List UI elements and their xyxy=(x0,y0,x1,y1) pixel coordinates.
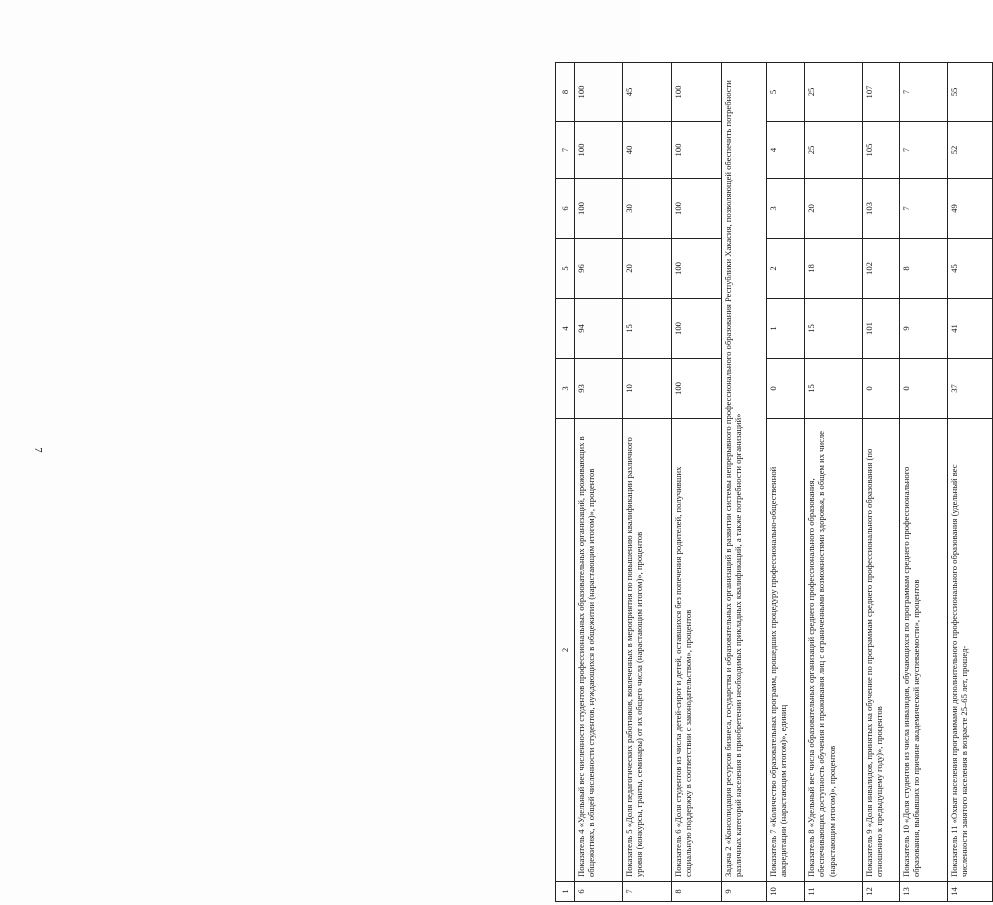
page-number: 7 xyxy=(32,447,44,453)
table-row xyxy=(767,63,805,902)
value-cell: 25 xyxy=(805,63,863,122)
row-number: 11 xyxy=(805,882,863,902)
value-cell: 45 xyxy=(623,63,672,122)
table-row xyxy=(863,63,900,902)
value-cell: 20 xyxy=(805,179,863,239)
column-header: 4 xyxy=(556,299,575,359)
value-cell: 5 xyxy=(767,63,805,122)
table-row xyxy=(575,63,623,902)
indicator-name: Показатель 6 «Доля студентов из числа детей-сирот и детей, оставшихся без попечения родителей, получивших социальную поддержку в соответствии с законодательством», процентов xyxy=(672,419,722,882)
value-cell: 0 xyxy=(863,359,900,419)
value-cell: 0 xyxy=(900,359,948,419)
column-header: 1 xyxy=(556,882,575,902)
value-cell: 100 xyxy=(672,299,722,359)
value-cell: 8 xyxy=(900,239,948,299)
value-cell: 2 xyxy=(767,239,805,299)
value-cell: 41 xyxy=(948,299,993,359)
value-cell: 96 xyxy=(575,239,623,299)
row-number: 7 xyxy=(623,882,672,902)
value-cell: 3 xyxy=(767,179,805,239)
value-cell: 100 xyxy=(672,179,722,239)
table-row xyxy=(948,63,993,902)
value-cell: 101 xyxy=(863,299,900,359)
value-cell: 25 xyxy=(805,122,863,179)
row-number: 14 xyxy=(948,882,993,902)
value-cell: 15 xyxy=(805,359,863,419)
value-cell: 100 xyxy=(575,63,623,122)
row-number: 8 xyxy=(672,882,722,902)
value-cell: 20 xyxy=(623,239,672,299)
value-cell: 45 xyxy=(948,239,993,299)
value-cell: 7 xyxy=(900,63,948,122)
indicators-table xyxy=(555,62,993,902)
table-row xyxy=(805,63,863,902)
task-heading: Задача 2 «Консолидация ресурсов бизнеса, государства и образовательных организаций в развитии системы непрерывного профессионального образования Республики Хакасия, позволяющей обеспечить потребности различных категорий населения в приобретении необходимых прикладных квалификаций, а также потребности организаций» xyxy=(722,63,767,882)
column-header: 8 xyxy=(556,63,575,122)
column-header: 7 xyxy=(556,122,575,179)
table-row xyxy=(672,63,722,902)
value-cell: 1 xyxy=(767,299,805,359)
value-cell: 30 xyxy=(623,179,672,239)
value-cell: 52 xyxy=(948,122,993,179)
value-cell: 0 xyxy=(767,359,805,419)
value-cell: 94 xyxy=(575,299,623,359)
indicator-name: Показатель 10 «Доля студентов из числа инвалидов, обучающихся по программам среднего профессионального образования, выбывших по причине академической неуспеваемости», процентов xyxy=(900,419,948,882)
indicator-name: Показатель 5 «Доля педагогических работников, вовлеченных в мероприятия по повышению квалификации различного уровня (конкурсы, гранты, семинары) от их общего числа (нарастающим итогом)», процентов xyxy=(623,419,672,882)
value-cell: 55 xyxy=(948,63,993,122)
rotated-table-container xyxy=(555,63,989,902)
value-cell: 7 xyxy=(900,179,948,239)
indicator-name: Показатель 8 «Удельный вес числа образовательных организаций среднего профессионального образования, обеспечивающих доступность обучения и проживания лиц с ограниченными возможностями здоровья, в общем их числе (нарастающим итогом)», процентов xyxy=(805,419,863,882)
value-cell: 37 xyxy=(948,359,993,419)
value-cell: 9 xyxy=(900,299,948,359)
value-cell: 18 xyxy=(805,239,863,299)
column-header: 5 xyxy=(556,239,575,299)
column-header: 3 xyxy=(556,359,575,419)
value-cell: 7 xyxy=(900,122,948,179)
value-cell: 15 xyxy=(623,299,672,359)
table-row xyxy=(623,63,672,902)
row-number: 12 xyxy=(863,882,900,902)
row-number: 9 xyxy=(722,882,767,902)
table-row xyxy=(722,63,767,902)
column-header: 2 xyxy=(556,419,575,882)
indicator-name: Показатель 4 «Удельный вес численности студентов профессиональных образовательных организаций, проживающих в общежитиях, в общей численности студентов, нуждающихся в общежитии (нарастающим итогом)», процентов xyxy=(575,419,623,882)
table-row xyxy=(900,63,948,902)
value-cell: 100 xyxy=(672,122,722,179)
indicator-name: Показатель 7 «Количество образовательных программ, прошедших процедуру профессионально-общественной аккредитации (нарастающим итогом)», единиц xyxy=(767,419,805,882)
value-cell: 49 xyxy=(948,179,993,239)
row-number: 13 xyxy=(900,882,948,902)
column-header: 6 xyxy=(556,179,575,239)
value-cell: 100 xyxy=(672,359,722,419)
indicator-name: Показатель 11 «Охват населения программами дополнительного профессионального образования (удельный вес численности занятого населения в возрасте 25–65 лет, прошед- xyxy=(948,419,993,882)
value-cell: 100 xyxy=(575,122,623,179)
row-number: 10 xyxy=(767,882,805,902)
value-cell: 93 xyxy=(575,359,623,419)
value-cell: 100 xyxy=(575,179,623,239)
value-cell: 4 xyxy=(767,122,805,179)
value-cell: 102 xyxy=(863,239,900,299)
indicator-name: Показатель 9 «Доля инвалидов, принятых на обучение по программам среднего профессионального образования (по отношению к предыдущему году)», процентов xyxy=(863,419,900,882)
value-cell: 40 xyxy=(623,122,672,179)
row-number: 6 xyxy=(575,882,623,902)
value-cell: 100 xyxy=(672,63,722,122)
value-cell: 107 xyxy=(863,63,900,122)
table-header-row xyxy=(556,63,575,902)
value-cell: 105 xyxy=(863,122,900,179)
value-cell: 100 xyxy=(672,239,722,299)
value-cell: 10 xyxy=(623,359,672,419)
value-cell: 103 xyxy=(863,179,900,239)
value-cell: 15 xyxy=(805,299,863,359)
